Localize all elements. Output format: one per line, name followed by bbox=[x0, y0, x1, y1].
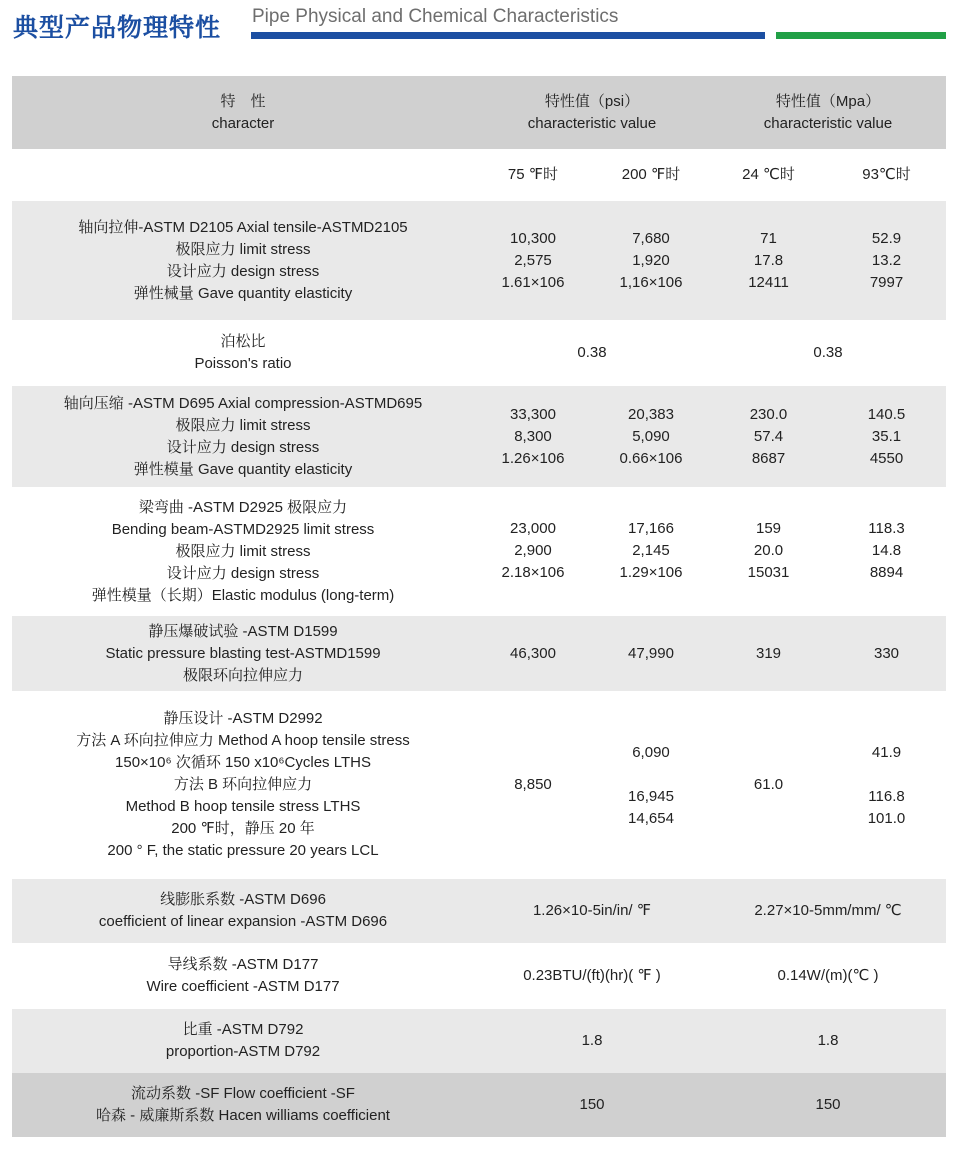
value-lcl-93c: 101.0 bbox=[867, 810, 906, 827]
value-cell-93c: 330 bbox=[873, 644, 900, 662]
value: 8894 bbox=[869, 564, 904, 581]
value-method-b-200f: 16,945 bbox=[628, 788, 674, 805]
table-header-row bbox=[12, 76, 946, 149]
row-label bbox=[12, 487, 474, 616]
header-character-en: character bbox=[211, 114, 275, 132]
title-underline-blue bbox=[251, 32, 765, 39]
header-psi-en: characteristic value bbox=[527, 114, 657, 132]
value: 5,090 bbox=[632, 427, 670, 445]
header-mpa-cn: 特性值（Mpa） bbox=[775, 92, 881, 110]
table-row-static-pressure-design bbox=[12, 691, 946, 879]
value: 57.4 bbox=[753, 427, 784, 445]
value-cell-93c bbox=[827, 201, 946, 320]
value: 8687 bbox=[751, 449, 786, 467]
value: 159 bbox=[755, 520, 782, 537]
subheader-24c: 24 ℃时 bbox=[742, 166, 795, 183]
header-psi bbox=[474, 76, 710, 149]
value: 2,575 bbox=[514, 251, 552, 269]
row-label-line: 极限应力 limit stress bbox=[175, 416, 311, 434]
table-row-linear-expansion bbox=[12, 879, 946, 943]
row-label-line: 线膨胀系数 -ASTM D696 bbox=[160, 891, 326, 908]
value: 2,145 bbox=[632, 542, 670, 559]
row-label-line: 极限应力 limit stress bbox=[175, 240, 311, 258]
row-label-line: proportion-ASTM D792 bbox=[165, 1043, 321, 1060]
value: 52.9 bbox=[871, 229, 902, 247]
row-label-line: 方法 A 环向拉伸应力 Method A hoop tensile stress bbox=[76, 732, 410, 749]
value-method-a-93c: 41.9 bbox=[871, 744, 902, 761]
row-label bbox=[12, 1009, 474, 1073]
value: 35.1 bbox=[871, 427, 902, 445]
row-label-line: 比重 -ASTM D792 bbox=[182, 1021, 304, 1038]
row-label-line: 设计应力 design stress bbox=[166, 262, 320, 280]
value: 17,166 bbox=[628, 520, 674, 537]
row-label-line: 梁弯曲 -ASTM D2925 极限应力 bbox=[138, 498, 348, 516]
row-label-line: 极限环向拉伸应力 bbox=[182, 666, 303, 684]
value-cell-mpa: 2.27×10-5mm/mm/ ℃ bbox=[754, 902, 902, 919]
table-row-proportion bbox=[12, 1009, 946, 1073]
value: 1.26×106 bbox=[501, 449, 565, 467]
header-character bbox=[12, 76, 474, 149]
row-label-line: Wire coefficient -ASTM D177 bbox=[146, 978, 340, 995]
value-cell-75f: 46,300 bbox=[510, 644, 556, 662]
value: 10,300 bbox=[510, 229, 556, 247]
value-cell-24c bbox=[710, 386, 827, 487]
value-cell-75f bbox=[474, 386, 592, 487]
row-label-line: 弹性模量（长期）Elastic modulus (long-term) bbox=[91, 586, 395, 604]
row-label-line: Static pressure blasting test-ASTMD1599 bbox=[105, 644, 381, 662]
table-row-wire-coefficient bbox=[12, 943, 946, 1009]
value: 23,000 bbox=[510, 520, 556, 537]
value-cell-200f bbox=[592, 518, 710, 584]
value: 20.0 bbox=[753, 542, 784, 559]
value: 13.2 bbox=[871, 251, 902, 269]
value: 1.61×106 bbox=[501, 273, 565, 291]
row-label-line: 弹性模量 Gave quantity elasticity bbox=[133, 460, 353, 478]
value-cell-75f: 8,850 bbox=[514, 776, 552, 793]
value-cell-24c: 319 bbox=[755, 644, 782, 662]
row-label-line: Bending beam-ASTMD2925 limit stress bbox=[111, 520, 375, 538]
row-label bbox=[12, 201, 474, 320]
value: 2.18×106 bbox=[501, 564, 565, 581]
header-character-cn: 特 性 bbox=[220, 92, 266, 110]
value: 7,680 bbox=[632, 229, 670, 247]
row-label bbox=[12, 616, 474, 691]
row-label bbox=[12, 320, 474, 386]
row-label-line: Poisson's ratio bbox=[194, 355, 292, 372]
value-cell-mpa: 0.38 bbox=[813, 344, 843, 361]
table-row-bending-beam bbox=[12, 487, 946, 616]
table-row-flow-coefficient bbox=[12, 1073, 946, 1137]
value-cell-200f: 47,990 bbox=[628, 644, 674, 662]
row-label-line: 方法 B 环向拉伸应力 bbox=[173, 776, 313, 793]
value: 33,300 bbox=[510, 405, 556, 423]
row-label-line: 泊松比 bbox=[220, 333, 266, 350]
value: 230.0 bbox=[749, 405, 788, 423]
value: 2,900 bbox=[514, 542, 552, 559]
title-english: Pipe Physical and Chemical Characteristics bbox=[252, 6, 619, 27]
value-method-b-93c: 116.8 bbox=[868, 788, 905, 805]
value-cell-200f bbox=[592, 386, 710, 487]
row-label-line: 150×10⁶ 次循环 150 x10⁶Cycles LTHS bbox=[115, 754, 371, 771]
header-mpa-en: characteristic value bbox=[763, 114, 893, 132]
row-label bbox=[12, 691, 474, 879]
characteristics-table bbox=[12, 76, 946, 1137]
row-label-line: 哈森 - 威廉斯系数 Hacen williams coefficient bbox=[96, 1107, 390, 1124]
table-row-poisson-ratio bbox=[12, 320, 946, 386]
title-underline-green bbox=[776, 32, 946, 39]
table-row-static-pressure-blasting bbox=[12, 616, 946, 691]
row-label-line: 静压设计 -ASTM D2992 bbox=[163, 710, 323, 727]
row-label-line: Method B hoop tensile stress LTHS bbox=[125, 798, 361, 815]
value-cell-75f bbox=[474, 518, 592, 584]
value: 1,920 bbox=[632, 251, 670, 269]
value-cell-psi: 150 bbox=[579, 1096, 605, 1113]
value: 8,300 bbox=[514, 427, 552, 445]
value-cell-24c bbox=[710, 201, 827, 320]
table-row-axial-compression bbox=[12, 386, 946, 487]
table-subheader-row bbox=[12, 149, 946, 201]
row-label-line: 200 ℉时，静压 20 年 bbox=[171, 820, 315, 837]
value: 1.29×106 bbox=[619, 564, 683, 581]
value-cell-mpa: 150 bbox=[815, 1096, 841, 1113]
header-psi-cn: 特性值（psi） bbox=[544, 92, 640, 110]
value: 0.66×106 bbox=[619, 449, 683, 467]
page-header bbox=[0, 0, 962, 50]
row-label bbox=[12, 943, 474, 1009]
value-cell-mpa: 0.14W/(m)(℃ ) bbox=[777, 967, 879, 984]
value: 71 bbox=[760, 229, 777, 247]
value: 15031 bbox=[747, 564, 790, 581]
value: 7997 bbox=[869, 273, 904, 291]
subheader-93c: 93℃时 bbox=[862, 166, 911, 183]
value: 140.5 bbox=[867, 405, 906, 423]
value: 17.8 bbox=[753, 251, 784, 269]
value: 20,383 bbox=[628, 405, 674, 423]
value: 4550 bbox=[869, 449, 904, 467]
row-label-line: 静压爆破试验 -ASTM D1599 bbox=[148, 622, 338, 640]
subheader-200f: 200 ℉时 bbox=[621, 166, 681, 183]
row-label-line: 设计应力 design stress bbox=[166, 438, 320, 456]
row-label-line: 设计应力 design stress bbox=[166, 564, 320, 582]
row-label-line: 弹性械量 Gave quantity elasticity bbox=[133, 284, 353, 302]
value-cell-psi: 0.38 bbox=[577, 344, 607, 361]
value-cell-mpa: 1.8 bbox=[817, 1032, 839, 1049]
value-cell-24c: 61.0 bbox=[753, 776, 784, 793]
value: 1,16×106 bbox=[619, 273, 683, 291]
title-chinese: 典型产品物理特性 bbox=[13, 13, 222, 42]
value-cell-psi: 1.26×10-5in/in/ ℉ bbox=[532, 902, 652, 919]
value-cell-93c bbox=[827, 386, 946, 487]
value-cell-24c bbox=[710, 518, 827, 584]
value-method-a-200f: 6,090 bbox=[632, 744, 670, 761]
value-lcl-200f: 14,654 bbox=[628, 810, 674, 827]
row-label-line: 导线系数 -ASTM D177 bbox=[167, 956, 319, 973]
value-cell-93c bbox=[827, 518, 946, 584]
value-cell-200f bbox=[592, 201, 710, 320]
subheader-75f: 75 ℉时 bbox=[507, 166, 559, 183]
row-label-line: 轴向拉伸-ASTM D2105 Axial tensile-ASTMD2105 bbox=[78, 218, 408, 236]
row-label-line: 极限应力 limit stress bbox=[175, 542, 311, 560]
row-label-line: 200 ° F, the static pressure 20 years LCL bbox=[107, 842, 379, 859]
row-label-line: 流动系数 -SF Flow coefficient -SF bbox=[131, 1085, 355, 1102]
header-mpa bbox=[710, 76, 946, 149]
value-cell-psi: 1.8 bbox=[581, 1032, 603, 1049]
value: 118.3 bbox=[868, 520, 905, 537]
value: 14.8 bbox=[871, 542, 902, 559]
row-label bbox=[12, 1073, 474, 1137]
row-label-line: 轴向压缩 -ASTM D695 Axial compression-ASTMD695 bbox=[63, 394, 423, 412]
table-row-axial-tensile bbox=[12, 201, 946, 320]
row-label-line: coefficient of linear expansion -ASTM D696 bbox=[98, 913, 388, 930]
value-cell-psi: 0.23BTU/(ft)(hr)( ℉ ) bbox=[523, 967, 661, 984]
value: 12411 bbox=[748, 273, 789, 291]
row-label bbox=[12, 879, 474, 943]
row-label bbox=[12, 386, 474, 487]
value-cell-75f bbox=[474, 201, 592, 320]
